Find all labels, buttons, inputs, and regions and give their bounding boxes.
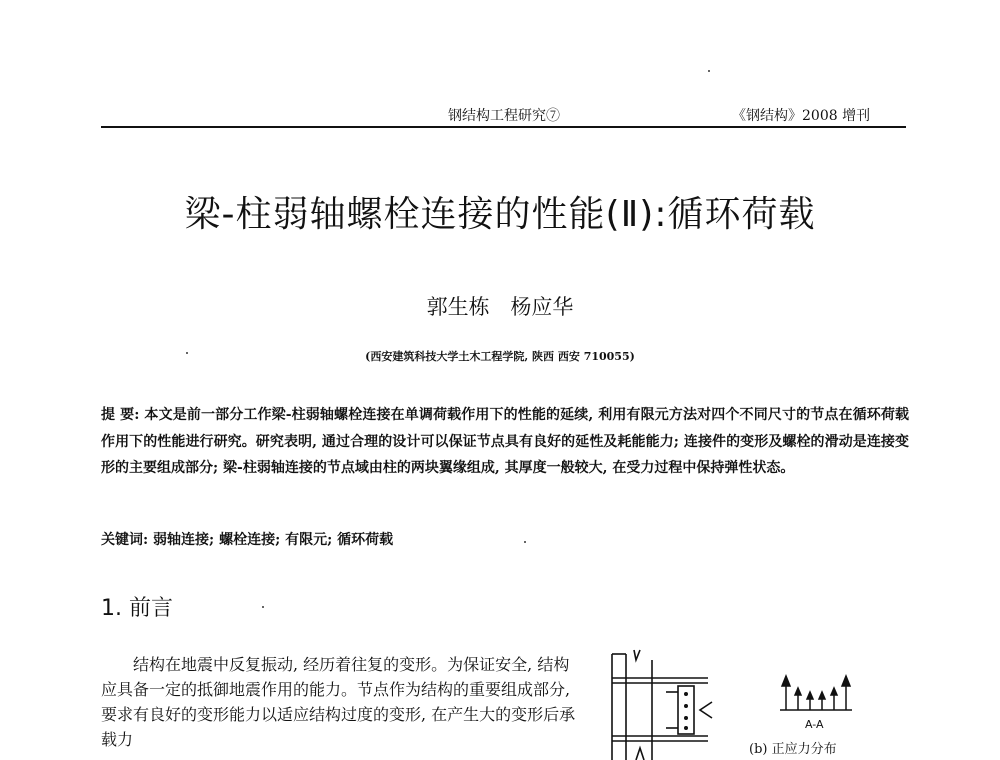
figure-caption: (b) 正应力分布 <box>749 742 837 757</box>
break-mark-bottom <box>636 748 644 760</box>
section-mark <box>700 702 712 718</box>
running-header-right: 《钢结构》2008 增刊 <box>732 108 871 124</box>
body-column <box>101 652 579 752</box>
section-label: A-A <box>805 718 824 731</box>
running-header-left: 钢结构工程研究⑦ <box>448 108 560 124</box>
break-mark-top <box>634 650 640 660</box>
scan-speck <box>186 352 188 354</box>
author-affiliation: (西安建筑科技大学土木工程学院, 陕西 西安 710055) <box>365 350 635 363</box>
scan-speck <box>708 70 710 72</box>
header-rule <box>101 126 906 128</box>
section-heading: 1. 前言 <box>101 596 173 621</box>
paper-title: 梁-柱弱轴螺栓连接的性能(Ⅱ):循环荷载 <box>184 194 816 235</box>
scan-speck <box>262 606 264 608</box>
keywords-line: 关键词: 弱轴连接; 螺栓连接; 有限元; 循环荷载 <box>101 532 394 548</box>
bolt-marks <box>684 692 688 730</box>
body-paragraph: 结构在地震中反复振动, 经历着往复的变形。为保证安全, 结构应具备一定的抵御地震作用的能力。节点作为结构的重要组成部分, 要求有良好的变形能力以适应结构过度的变形, 在产生大的变形后承载力 <box>101 655 576 749</box>
abstract-paragraph: 提 要: 本文是前一部分工作梁-柱弱轴螺栓连接在单调荷载作用下的性能的延续, 利用有限元方法对四个不同尺寸的节点在循环荷载作用下的性能进行研究。研究表明, 通过合理的设计可以保证节点具有良好的延性及耗能能力; 连接件的变形及螺栓的滑动是连接变形的主要组成部分; 梁-柱弱轴连接的节点域由柱的两块翼缘组成, 其厚度一般较大, 在受力过程中保持弹性状态。 <box>101 407 909 476</box>
scan-speck <box>524 541 526 543</box>
stress-arrows <box>780 676 852 710</box>
author-names: 郭生栋 杨应华 <box>426 295 574 319</box>
